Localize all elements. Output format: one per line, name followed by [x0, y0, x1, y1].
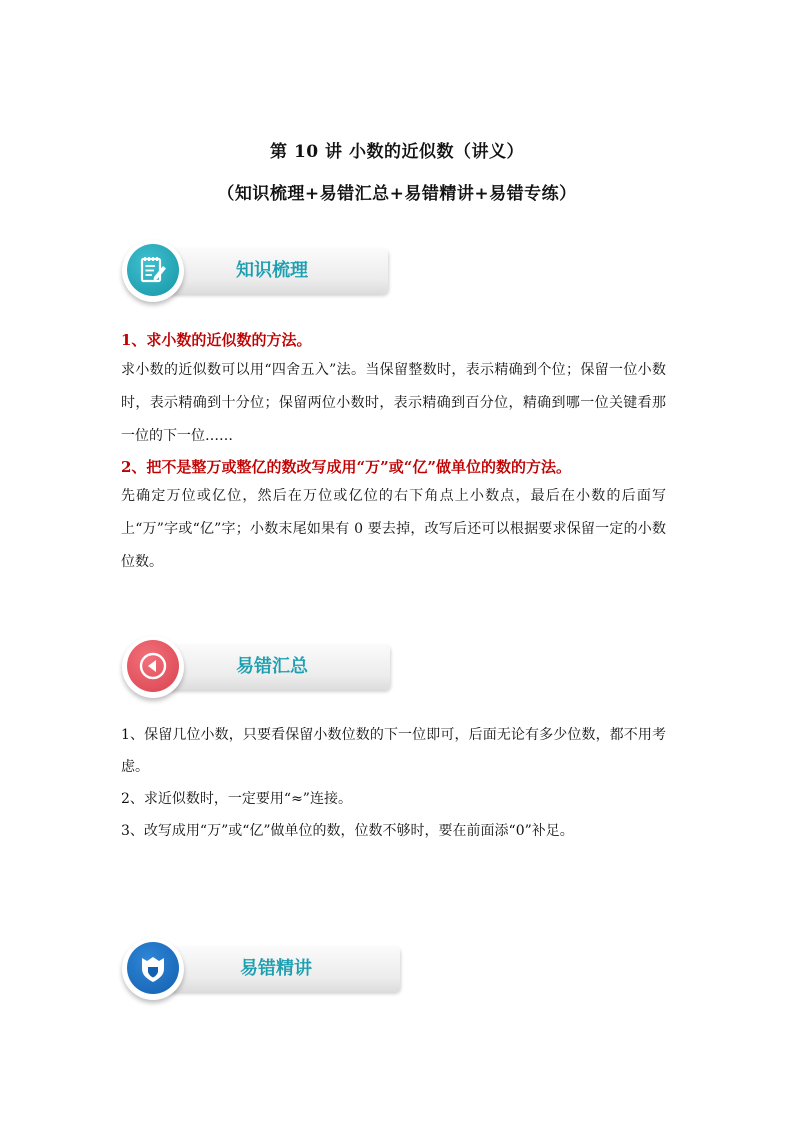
section-label-mistakes: 易错汇总: [236, 656, 308, 677]
knowledge-paragraph-2: 先确定万位或亿位，然后在万位或亿位的右下角点上小数点，最后在小数的后面写上“万”字或“亿”字；小数末尾如果有 0 要去掉，改写后还可以根据要求保留一定的小数位数。: [121, 488, 666, 570]
page-subtitle: （知识梳理+易错汇总+易错精讲+易错专练）: [217, 184, 577, 204]
list-item: 1、保留几位小数，只要看保留小数位数的下一位即可，后面无论有多少位数，都不用考虑。: [121, 727, 666, 775]
section-label-explain: 易错精讲: [240, 958, 312, 979]
section-banner-knowledge: [122, 240, 392, 304]
notepad-pencil-icon: [127, 244, 179, 296]
knowledge-heading-1: 1、求小数的近似数的方法。: [121, 331, 312, 349]
page-title: 第 10 讲 小数的近似数（讲义）: [270, 142, 524, 162]
banner-badge: [122, 938, 184, 1000]
play-back-icon: [127, 640, 179, 692]
knowledge-paragraph-1: 求小数的近似数可以用“四舍五入”法。当保留整数时，表示精确到个位；保留一位小数时，表示精确到十分位；保留两位小数时，表示精确到百分位，精确到哪一位关键看那一位的下一位……: [121, 362, 666, 444]
knowledge-heading-2: 2、把不是整万或整亿的数改写成用“万”或“亿”做单位的数的方法。: [121, 458, 571, 476]
section-banner-explain: [122, 938, 404, 1002]
section-label-knowledge: 知识梳理: [236, 260, 308, 281]
section-banner-mistakes: [122, 636, 394, 700]
shield-icon: [127, 942, 179, 994]
list-item: 2、求近似数时，一定要用“≈”连接。: [121, 791, 352, 807]
banner-badge: [122, 636, 184, 698]
banner-badge: [122, 240, 184, 302]
mistakes-list: [121, 719, 666, 847]
list-item: 3、改写成用“万”或“亿”做单位的数，位数不够时，要在前面添“0”补足。: [121, 823, 574, 839]
